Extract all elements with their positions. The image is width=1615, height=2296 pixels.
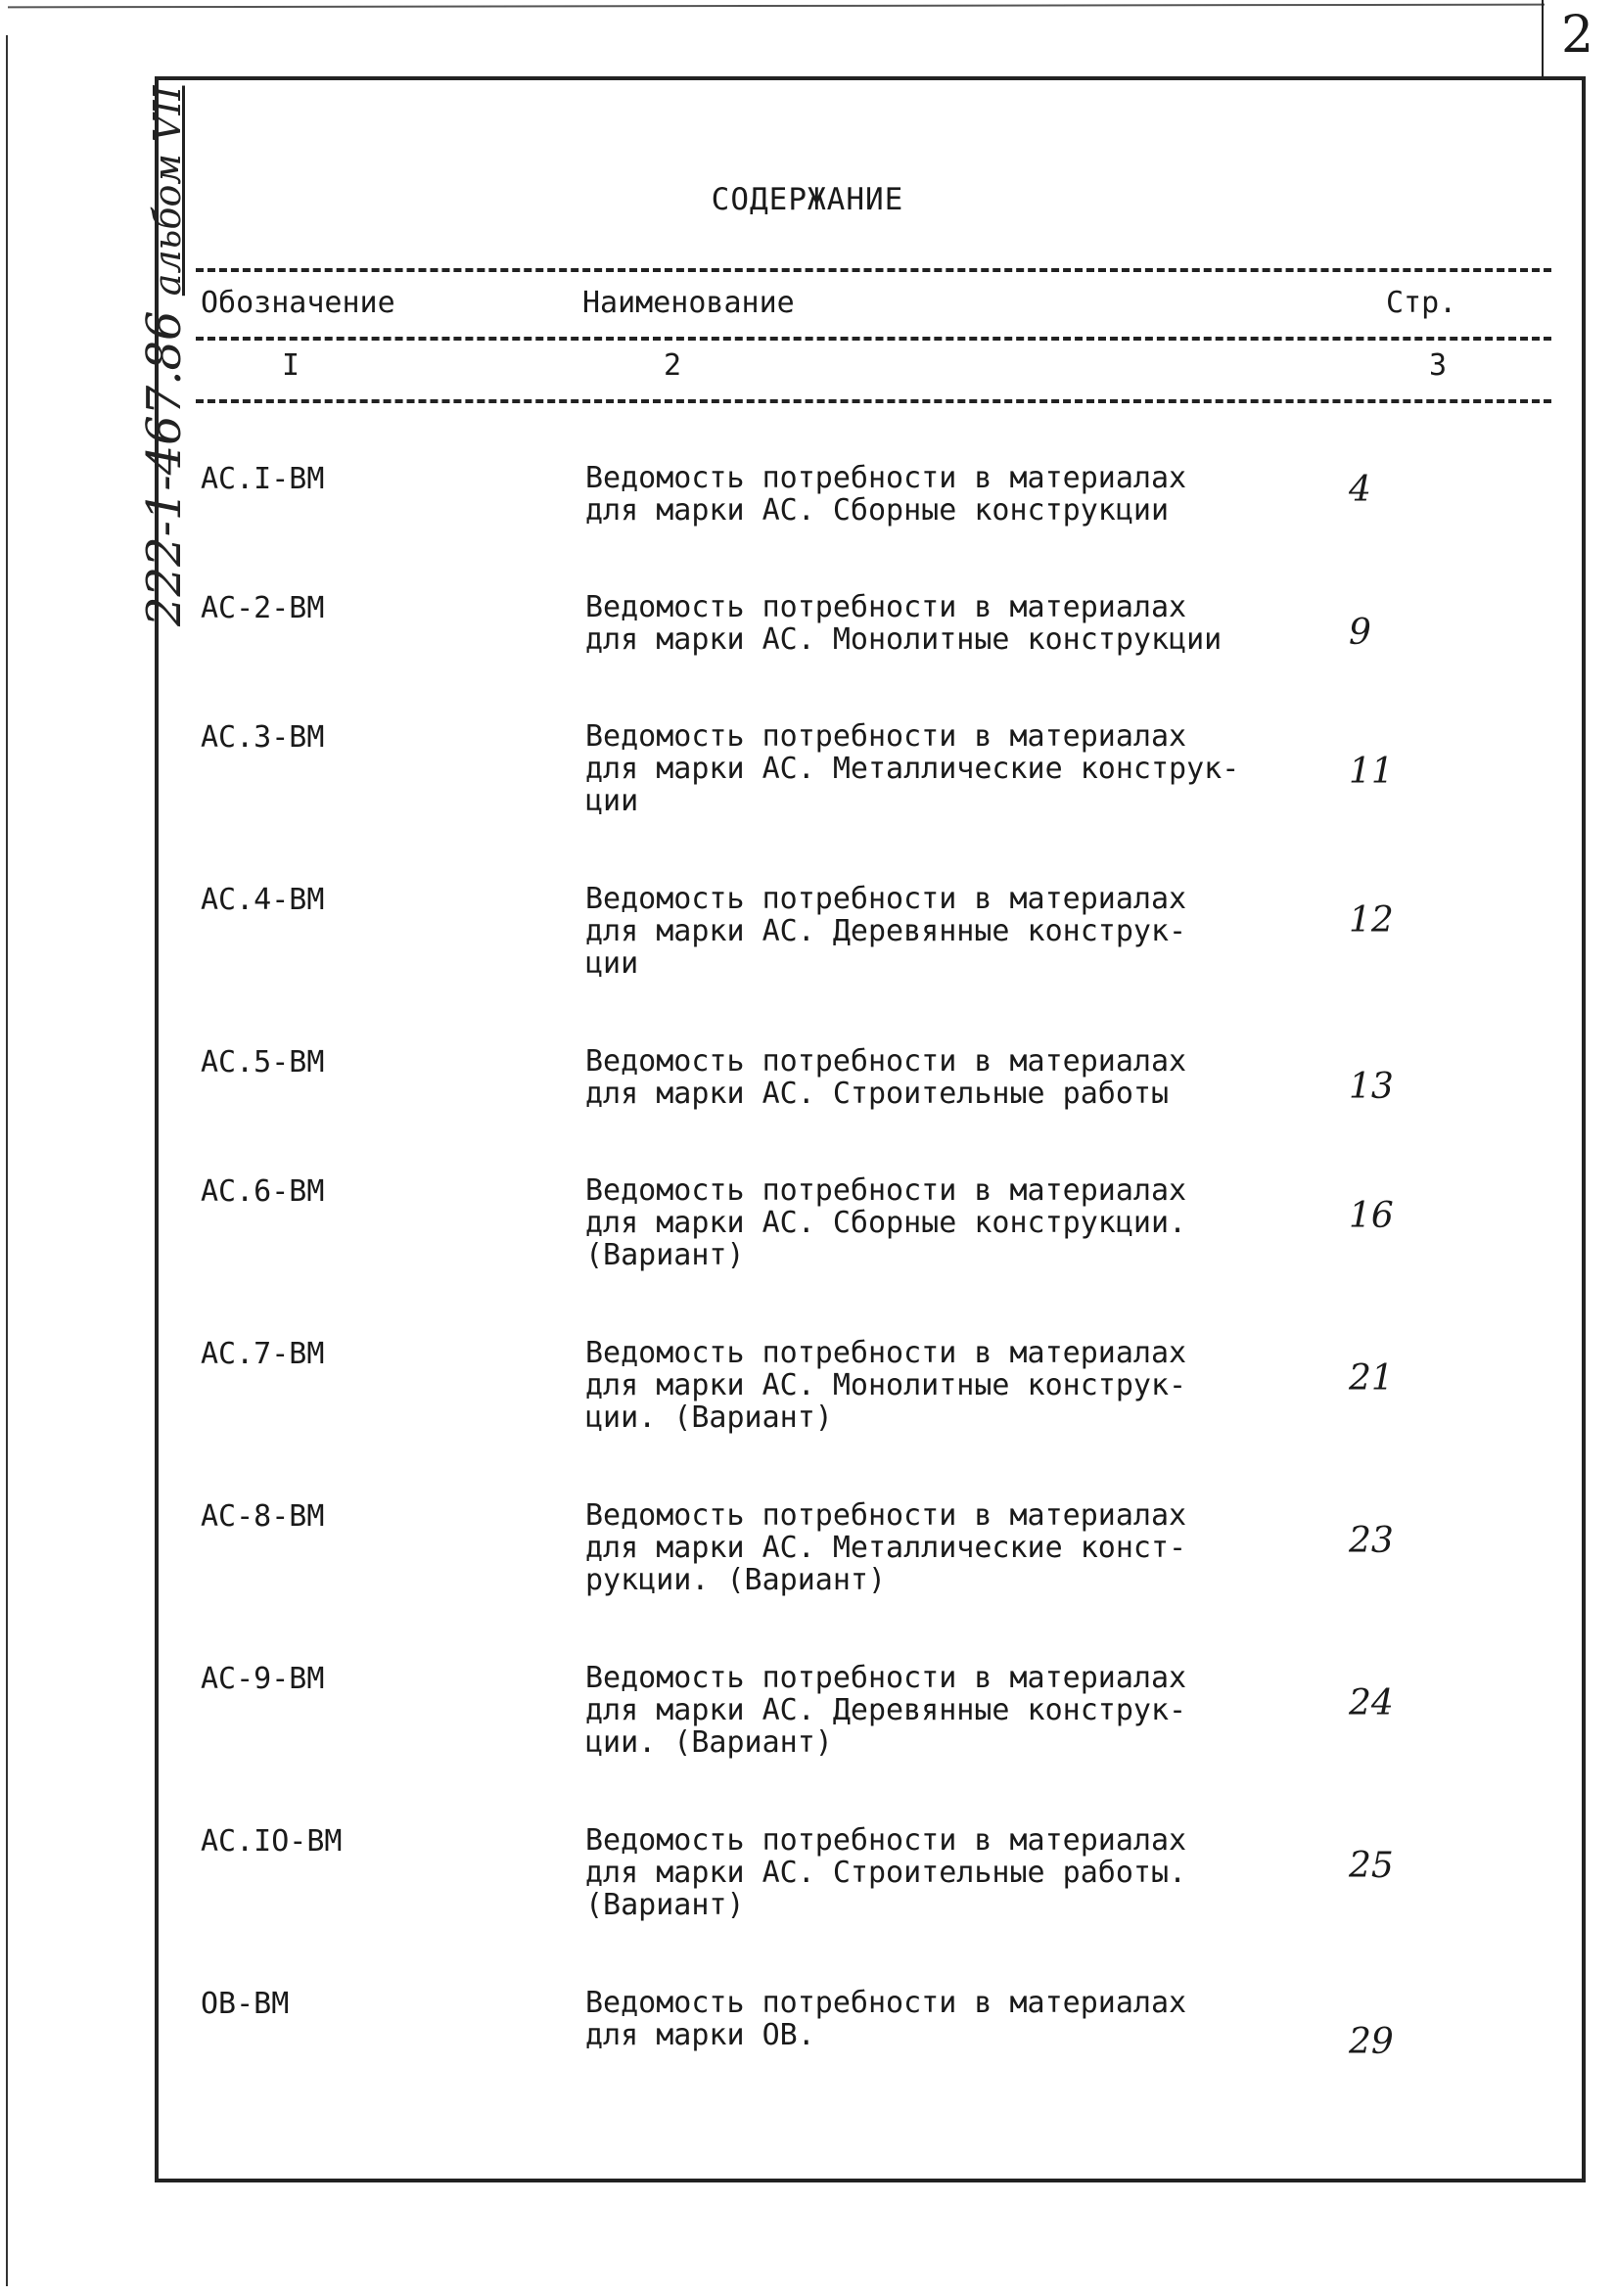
side-stamp-album: альбом VII: [146, 85, 189, 297]
header-designation: Обозначение: [201, 286, 395, 320]
row-name: Ведомость потребности в материалах для марки АС. Монолитные конструк- ции. (Вариант): [585, 1336, 1187, 1435]
row-name: Ведомость потребности в материалах для марки АС. Деревянные конструк- ции: [585, 882, 1187, 981]
row-designation: АС.6-ВМ: [201, 1174, 325, 1209]
row-designation: АС.IO-ВМ: [201, 1824, 343, 1859]
page-title: СОДЕРЖАНИЕ: [711, 182, 904, 217]
row-page-number: 29: [1349, 2022, 1394, 2062]
outer-edge-left: [6, 35, 8, 2286]
row-designation: АС.I-ВМ: [201, 462, 325, 496]
row-name: Ведомость потребности в материалах для марки АС. Строительные работы: [585, 1044, 1187, 1111]
row-page-number: 21: [1349, 1358, 1394, 1399]
row-name: Ведомость потребности в материалах для марки АС. Металлические конструк- ции: [585, 719, 1240, 818]
header-page: Стр.: [1386, 286, 1457, 320]
row-page-number: 16: [1349, 1196, 1394, 1236]
row-name: Ведомость потребности в материалах для марки АС. Металлические конст- рукции. (Вариант): [585, 1498, 1187, 1597]
row-name: Ведомость потребности в материалах для марки АС. Строительные работы. (Вариант): [585, 1823, 1187, 1922]
row-name: Ведомость потребности в материалах для марки АС. Сборные конструкции: [585, 461, 1187, 528]
row-page-number: 9: [1349, 613, 1371, 653]
page-number: 2: [1561, 6, 1594, 65]
row-name: Ведомость потребности в материалах для марки АС. Сборные конструкции. (Вариант): [585, 1173, 1187, 1272]
row-page-number: 25: [1349, 1846, 1394, 1886]
row-designation: АС.3-ВМ: [201, 720, 325, 755]
page-number-divider: [1542, 0, 1544, 76]
outer-edge-top: [8, 4, 1545, 9]
row-designation: АС.5-ВМ: [201, 1045, 325, 1079]
column-number-2: 2: [664, 348, 682, 383]
column-number-3: 3: [1429, 348, 1448, 383]
row-page-number: 4: [1349, 470, 1371, 510]
row-page-number: 13: [1349, 1067, 1394, 1107]
header-name: Наименование: [582, 286, 795, 320]
row-page-number: 24: [1349, 1683, 1394, 1723]
row-designation: АС.4-ВМ: [201, 883, 325, 917]
row-page-number: 12: [1349, 900, 1394, 941]
row-name: Ведомость потребности в материалах для марки ОВ.: [585, 1986, 1187, 2052]
row-designation: АС-9-ВМ: [201, 1662, 325, 1696]
table-divider-bottom: [196, 399, 1551, 403]
table-divider-middle: [196, 337, 1551, 341]
side-stamp: [137, 86, 192, 626]
row-designation: АС-2-ВМ: [201, 591, 325, 625]
row-designation: ОВ-ВМ: [201, 1987, 290, 2021]
row-designation: АС.7-ВМ: [201, 1337, 325, 1371]
row-name: Ведомость потребности в материалах для марки АС. Монолитные конструкции: [585, 590, 1223, 657]
table-divider-top: [196, 268, 1551, 272]
row-page-number: 11: [1349, 752, 1394, 792]
column-number-1: I: [282, 348, 300, 383]
side-stamp-code: 222-1-467.86: [137, 310, 192, 626]
row-designation: АС-8-ВМ: [201, 1499, 325, 1534]
row-page-number: 23: [1349, 1521, 1394, 1561]
row-name: Ведомость потребности в материалах для марки АС. Деревянные конструк- ции. (Вариант): [585, 1661, 1187, 1760]
